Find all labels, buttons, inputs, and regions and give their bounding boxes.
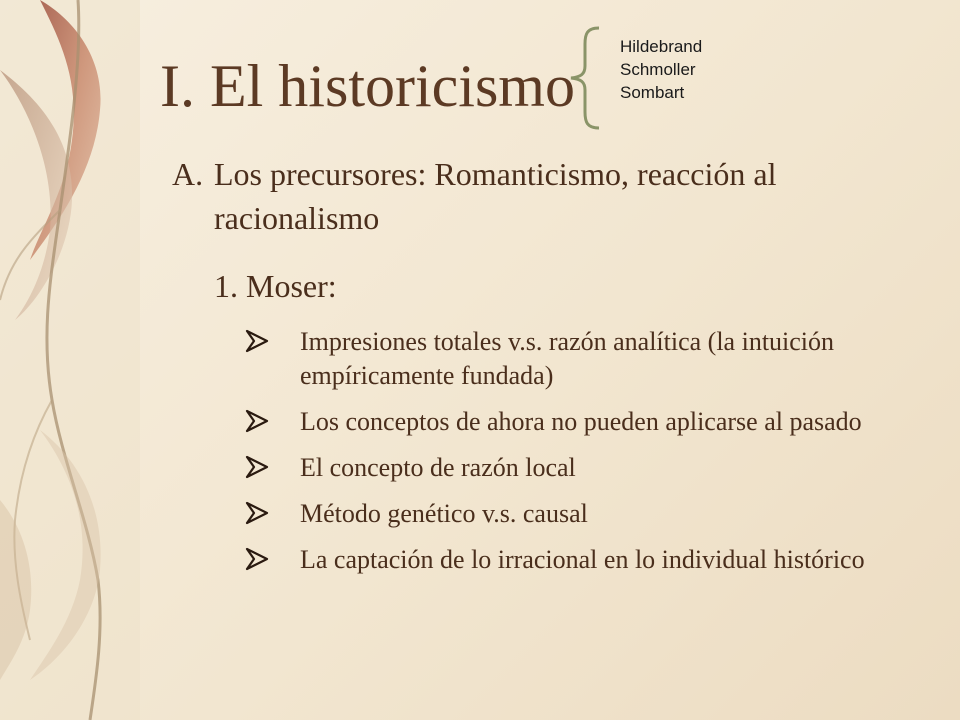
arrowhead-bullet-icon (244, 500, 270, 526)
arrowhead-bullet-icon (244, 546, 270, 572)
section-marker: A. (172, 156, 204, 192)
name-hildebrand: Hildebrand (620, 37, 703, 56)
bullet-text: El concepto de razón local (300, 453, 576, 482)
name-schmoller: Schmoller (620, 60, 696, 79)
subsection-heading: 1. Moser: (214, 268, 337, 304)
list-item (244, 497, 924, 531)
section-text: Los precursores: Romanticismo, reacción al racionalismo (214, 156, 777, 236)
bullet-text: Método genético v.s. causal (300, 499, 588, 528)
list-item (244, 543, 924, 577)
list-item (244, 451, 924, 485)
slide-title: I. El historicismo (160, 53, 575, 119)
arrowhead-bullet-icon (244, 408, 270, 434)
arrowhead-bullet-icon (244, 454, 270, 480)
bullet-text: Impresiones totales v.s. razón analítica (la intuición empíricamente fundada) (300, 327, 835, 390)
name-sombart: Sombart (620, 83, 685, 102)
left-brace-icon (565, 26, 605, 130)
section-heading (172, 152, 912, 240)
bullet-text: La captación de lo irracional en lo individual histórico (300, 545, 865, 574)
bullet-list (244, 325, 924, 577)
economist-names-list (620, 35, 702, 104)
list-item (244, 325, 924, 393)
arrowhead-bullet-icon (244, 328, 270, 354)
list-item (244, 405, 924, 439)
bullet-text: Los conceptos de ahora no pueden aplicarse al pasado (300, 407, 862, 436)
